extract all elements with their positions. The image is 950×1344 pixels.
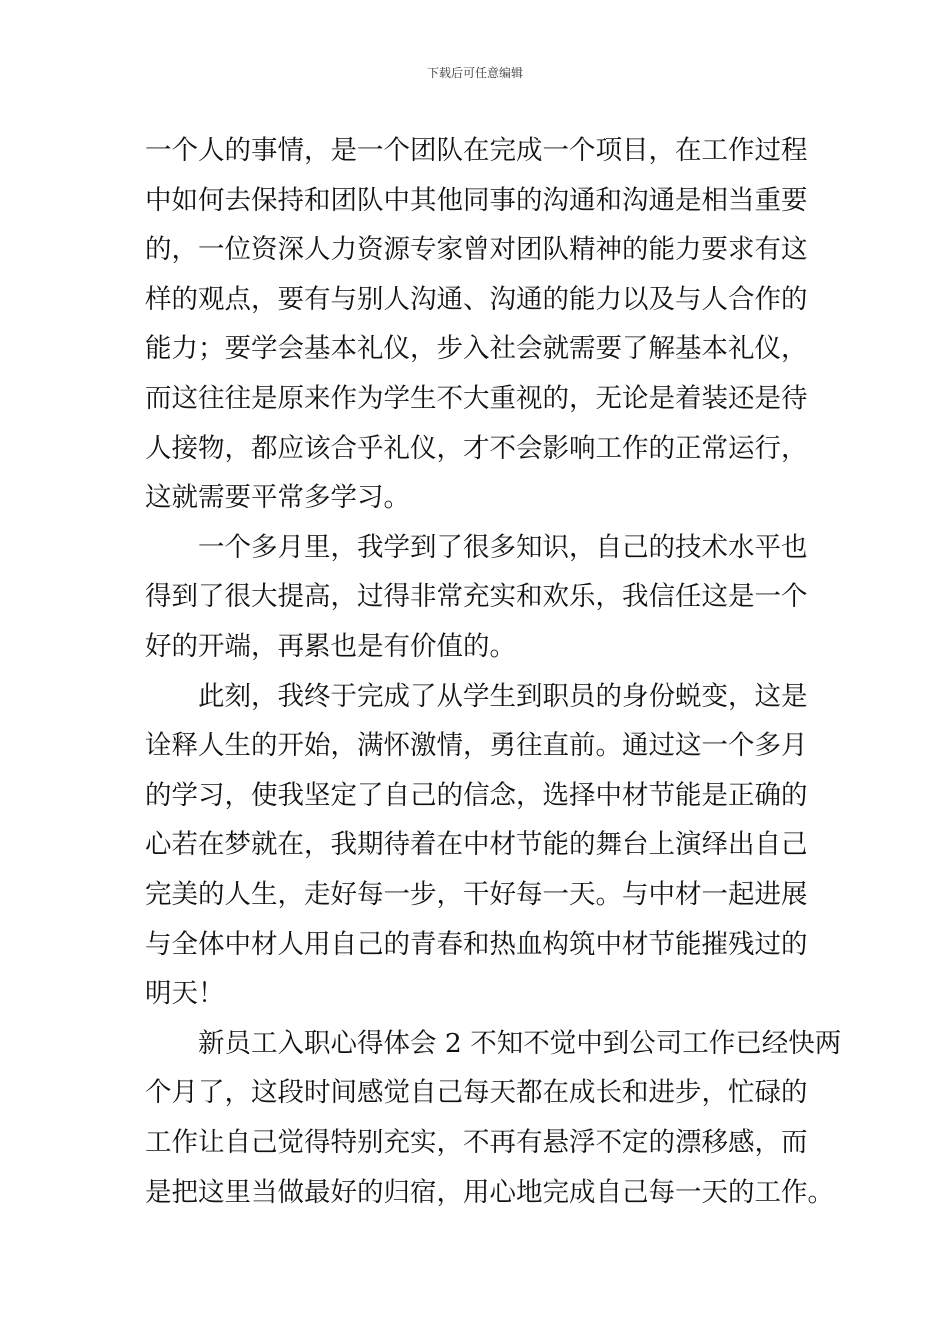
text-line: 工作让自己觉得特别充实，不再有悬浮不定的漂移感，而 xyxy=(145,1127,808,1158)
text-line: 而这往往是原来作为学生不大重视的，无论是着装还是待 xyxy=(145,383,808,414)
text-line: 明天！ xyxy=(145,978,225,1010)
text-line: 此刻，我终于完成了从学生到职员的身份蜕变，这是 xyxy=(198,680,808,712)
text-line: 新员工入职心得体会 2 不知不觉中到公司工作已经快两 xyxy=(198,1027,842,1059)
text-line: 得到了很大提高，过得非常充实和欢乐，我信任这是一个 xyxy=(145,581,808,613)
text-line: 是把这里当做最好的归宿，用心地完成自己每一天的工作。 xyxy=(145,1176,834,1208)
text-line: 能力；要学会基本礼仪，步入社会就需要了解基本礼仪， xyxy=(145,333,808,365)
text-line: 完美的人生，走好每一步，干好每一天。与中材一起进展 xyxy=(145,879,808,910)
text-line: 个月了，这段时间感觉自己每天都在成长和进步，忙碌的 xyxy=(145,1077,808,1109)
text-line: 一个人的事情，是一个团队在完成一个项目，在工作过程 xyxy=(145,135,808,166)
text-line: 好的开端，再累也是有价值的。 xyxy=(145,631,516,662)
text-line: 与全体中材人用自己的青春和热血构筑中材节能摧残过的 xyxy=(145,928,808,960)
text-line: 一个多月里，我学到了很多知识，自己的技术水平也 xyxy=(198,531,808,563)
text-line: 心若在梦就在，我期待着在中材节能的舞台上演绎出自己 xyxy=(145,829,808,861)
text-line: 人接物，都应该合乎礼仪，才不会影响工作的正常运行， xyxy=(145,432,808,464)
page-header: 下载后可任意编辑 xyxy=(426,66,523,80)
text-line: 的，一位资深人力资源专家曾对团队精神的能力要求有这 xyxy=(145,234,808,266)
text-line: 的学习，使我坚定了自己的信念，选择中材节能是正确的 xyxy=(145,779,808,811)
text-line: 这就需要平常多学习。 xyxy=(145,482,410,514)
text-line: 样的观点，要有与别人沟通、沟通的能力以及与人合作的 xyxy=(145,283,808,315)
text-line: 诠释人生的开始，满怀激情，勇往直前。通过这一个多月 xyxy=(145,730,808,762)
text-line: 中如何去保持和团队中其他同事的沟通和沟通是相当重要 xyxy=(145,184,808,216)
